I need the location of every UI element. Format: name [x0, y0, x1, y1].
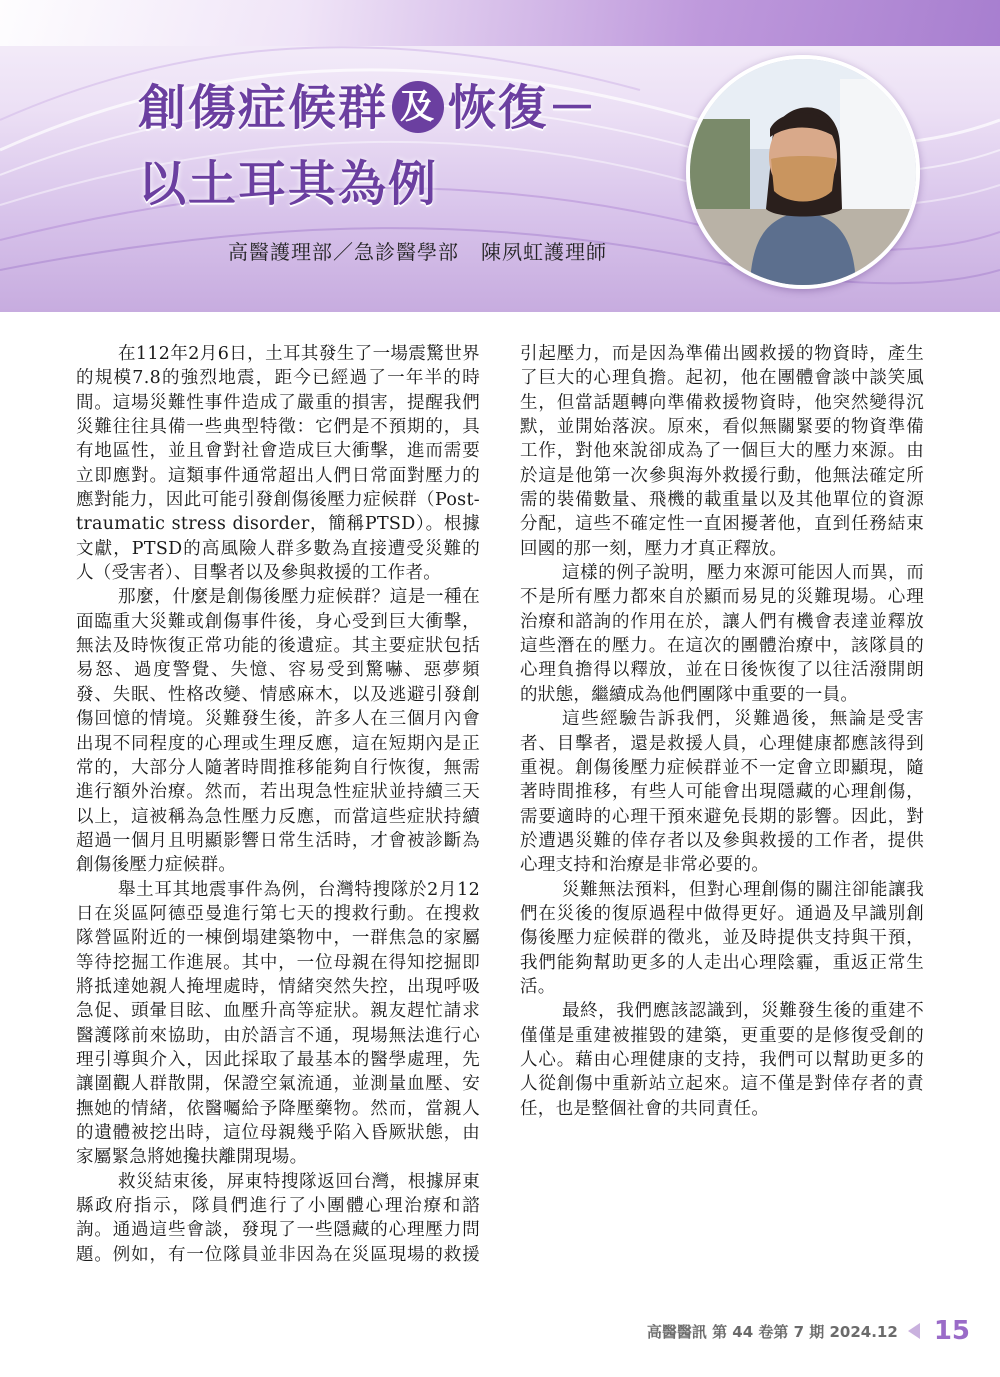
page-footer — [647, 1316, 970, 1346]
article-paragraph-6: 這些經驗告訴我們，災難過後，無論是受害者、目擊者，還是救援人員，心理健康都應該得到重視。創傷後壓力症候群並不一定會立即顯現，隨著時間推移，有些人可能會出現隱藏的心理創傷，需要適時的心理干預來避免長期的影響。因此，對於遭遇災難的倖存者以及參與救援的工作者，提供心理支持和治療是非常必要的。 — [520, 709, 924, 876]
page-number: 15 — [933, 1316, 970, 1346]
article-paragraph-8: 最終，我們應該認識到，災難發生後的重建不僅僅是重建被摧毀的建築，更重要的是修復受創的人心。藉由心理健康的支持，我們可以幫助更多的人從創傷中重新站立起來。這不僅是對倖存者的責任，也是整個社會的共同責任。 — [520, 1001, 924, 1119]
article-title — [138, 70, 678, 222]
author-department: 高醫護理部／急診醫學部 — [228, 240, 459, 264]
author-name: 陳夙虹護理師 — [481, 240, 607, 264]
author-byline — [228, 236, 607, 265]
article-paragraph-1: 在112年2月6日，土耳其發生了一場震驚世界的規模7.8的強烈地震，距今已經過了一年半的時間。這場災難性事件造成了嚴重的損害，提醒我們災難往往具備一些典型特徵：它們是不預期的，具有地區性，並且會對社會造成巨大衝擊，進而需要立即應對。這類事件通常超出人們日常面對壓力的應對能力，因此可能引發創傷後壓力症候群（Post-traumatic stress disorder，簡稱PTSD）。根據文獻，PTSD的高風險人群多數為直接遭受災難的人（受害者）、目擊者以及參與救援的工作者。 — [76, 344, 480, 584]
author-photo — [686, 55, 920, 289]
article-paragraph-5: 這樣的例子說明，壓力來源可能因人而異，而不是所有壓力都來自於顯而易見的災難現場。心理治療和諮詢的作用在於，讓人們有機會表達並釋放這些潛在的壓力。在這次的團體治療中，該隊員的心理負擔得以釋放，並在日後恢復了以往活潑開朗的狀態，繼續成為他們團隊中重要的一員。 — [520, 563, 924, 705]
title-line2: 以土耳其為例 — [138, 156, 439, 212]
article-paragraph-2: 那麼，什麼是創傷後壓力症候群？這是一種在面臨重大災難或創傷事件後，身心受到巨大衝擊，無法及時恢復正常功能的後遺症。其主要症狀包括易怒、過度警覺、失憶、容易受到驚嚇、惡夢頻發、失眠、性格改變、情感麻木，以及逃避引發創傷回憶的情境。災難發生後，許多人在三個月內會出現不同程度的心理或生理反應，這在短期內是正常的，大部分人隨著時間推移能夠自行恢復，無需進行額外治療。然而，若出現急性症狀並持續三天以上，這被稱為急性壓力反應，而當這些症狀持續超過一個月且明顯影響日常生活時，才會被診斷為創傷後壓力症候群。 — [76, 587, 480, 876]
article-header — [0, 0, 1000, 312]
article-body — [76, 342, 924, 1270]
title-part2: 恢復－ — [448, 80, 599, 136]
author-portrait-image — [690, 59, 916, 285]
journal-issue: 高醫醫訊 第 44 卷第 7 期 2024.12 — [646, 1322, 898, 1341]
title-part1: 創傷症候群 — [138, 80, 389, 136]
article-paragraph-3: 舉土耳其地震事件為例，台灣特搜隊於2月12日在災區阿德亞曼進行第七天的搜救行動。在搜救隊營區附近的一棟倒塌建築物中，一群焦急的家屬等待挖掘工作進展。其中，一位母親在得知挖掘即將抵達她親人掩埋處時，情緒突然失控，出現呼吸急促、頭暈目眩、血壓升高等症狀。親友趕忙請求醫護隊前來協助，由於語言不通，現場無法進行心理引導與介入，因此採取了最基本的醫學處理，先讓圍觀人群散開，保證空氣流通，並測量血壓、安撫她的情緒，依醫囑給予降壓藥物。然而，當親人的遺體被挖出時，這位母親幾乎陷入昏厥狀態，由家屬緊急將她攙扶離開現場。 — [76, 879, 480, 1168]
triangle-left-icon — [908, 1323, 920, 1339]
title-connector-badge: 及 — [392, 81, 444, 133]
article-paragraph-4: 救災結束後，屏東特搜隊返回台灣，根據屏東縣政府指示，隊員們進行了小團體心理治療和諮詢。通過這些會談，發現了一些隱藏的心理壓力問題。例如，有一位隊員並非因為在災區現場的救援引起壓力，而是因為準備出國救援的物資時，產生了巨大的心理負擔。起初，他在團體會談中談笑風生，但當話題轉向準備救援物資時，他突然變得沉默，並開始落淚。原來，看似無關緊要的物資準備工作，對他來說卻成為了一個巨大的壓力來源。由於這是他第一次參與海外救援行動，他無法確定所需的裝備數量、飛機的載重量以及其他單位的資源分配，這些不確定性一直困擾著他，直到任務結束回國的那一刻，壓力才真正釋放。 — [76, 344, 924, 1265]
article-paragraph-7: 災難無法預料，但對心理創傷的關注卻能讓我們在災後的復原過程中做得更好。通過及早識別創傷後壓力症候群的徵兆，並及時提供支持與干預，我們能夠幫助更多的人走出心理陰霾，重返正常生活。 — [520, 879, 924, 997]
